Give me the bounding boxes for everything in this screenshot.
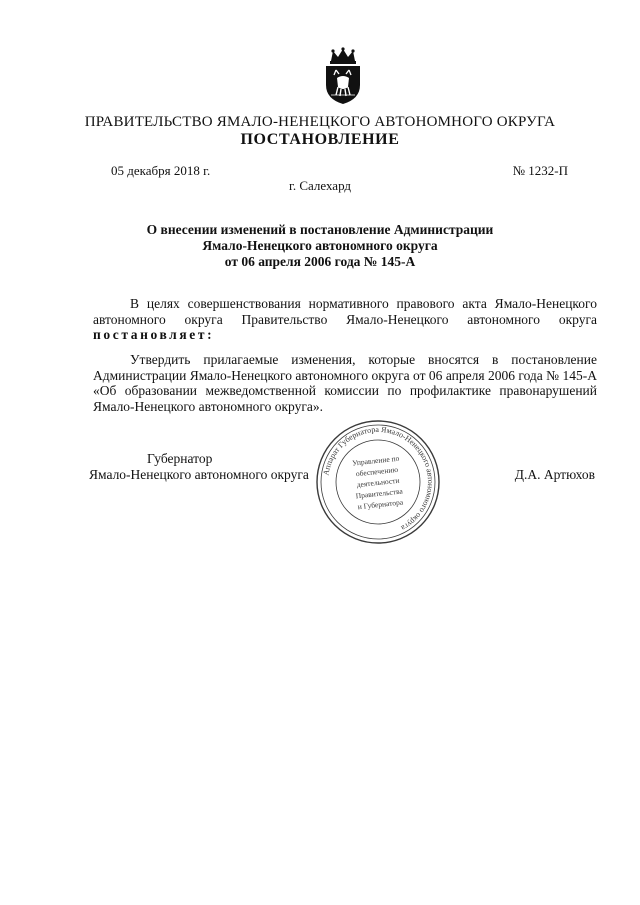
stamp-inner-line: деятельности (356, 475, 400, 490)
stamp-inner-line: обеспечению (355, 464, 399, 479)
stamp-inner-line: Правительства (355, 486, 404, 501)
stamp-inner-line: и Губернатора (357, 497, 404, 512)
decree-keyword: постановляет: (93, 327, 215, 342)
signatory-position: Губернатор (147, 451, 213, 466)
signatory-region: Ямало-Ненецкого автономного округа (89, 467, 309, 482)
subject-line: от 06 апреля 2006 года № 145-А (224, 254, 416, 269)
document-date: 05 декабря 2018 г. (111, 163, 211, 178)
body-paragraph-resolution: Утвердить прилагаемые изменения, которые вносятся в постановление Администрации Ямало-Ненецкого автономного округа от 06 апреля 2006 года № 145-А «Об образовании межведомственной комиссии по профилактике правонарушений Ямало-Ненецкого автономного округа». (93, 352, 597, 414)
preamble-text: В целях совершенствования нормативного правового акта Ямало-Ненецкого автономного округа Правительство Ямало-Ненецкого автономного округа (93, 296, 597, 327)
signatory-title (89, 451, 333, 483)
document-type-title: ПОСТАНОВЛЕНИЕ (240, 131, 400, 148)
body-paragraph-preamble (93, 296, 597, 343)
subject-line: Ямало-Ненецкого автономного округа (202, 238, 438, 253)
subject-line: О внесении изменений в постановление Администрации (146, 222, 494, 237)
stamp-ring-text: Аппарат Губернатора Ямало-Ненецкого автономного округа (321, 424, 436, 533)
official-stamp (314, 418, 442, 546)
government-title: ПРАВИТЕЛЬСТВО ЯМАЛО-НЕНЕЦКОГО АВТОНОМНОГО ОКРУГА (84, 114, 556, 130)
stamp-inner-line: Управление по (351, 453, 400, 468)
document-city: г. Салехард (288, 178, 352, 193)
signatory-name: Д.А. Артюхов (514, 467, 595, 482)
coat-of-arms-icon (323, 47, 363, 105)
document-number: № 1232-П (512, 163, 568, 178)
document-subject (100, 222, 540, 270)
